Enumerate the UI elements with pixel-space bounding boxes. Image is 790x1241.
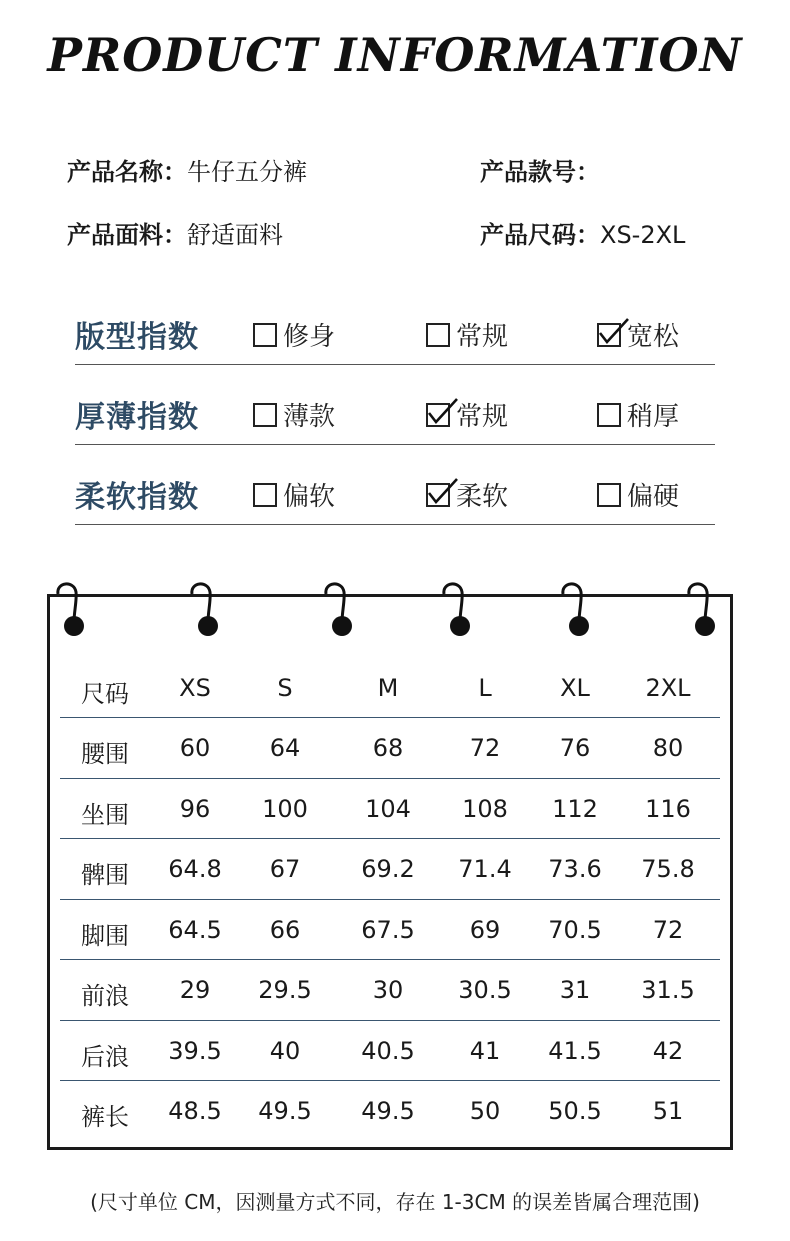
checkbox-icon[interactable] (253, 483, 277, 507)
table-cell: 100 (262, 794, 308, 823)
table-cell: 60 (179, 734, 211, 762)
table-cell: 66 (269, 915, 301, 944)
product-fabric-label: 产品面料： (67, 221, 187, 249)
table-cell: 108 (462, 794, 508, 823)
table-cell: 49.5 (258, 1097, 312, 1125)
table-cell: 116 (645, 794, 691, 823)
table-cell: 29.5 (258, 976, 312, 1004)
table-cell: 75.8 (641, 855, 695, 883)
product-size-value: XS-2XL (600, 221, 686, 249)
table-cell: 67 (269, 855, 301, 883)
checkbox-icon[interactable] (597, 403, 621, 427)
table-cell: 76 (559, 734, 591, 762)
table-cell: 39.5 (168, 1036, 222, 1065)
index-option[interactable] (426, 396, 508, 433)
table-cell: 80 (652, 734, 684, 762)
measurement-note: (尺寸单位 CM，因测量方式不同，存在 1-3CM 的误差皆属合理范围) (90, 1190, 700, 1214)
table-row-divider (60, 899, 720, 900)
table-cell: 96 (179, 794, 211, 823)
index-option-label: 薄款 (283, 402, 336, 432)
table-cell: 30 (372, 976, 404, 1004)
table-cell: 42 (652, 1036, 684, 1065)
table-header-cell: L (478, 674, 492, 702)
index-option-label: 偏软 (283, 482, 336, 512)
table-header-cell: XS (179, 674, 211, 702)
checkbox-icon[interactable] (597, 483, 621, 507)
table-row-divider (60, 959, 720, 960)
table-cell: 73.6 (548, 855, 602, 883)
binder-ring-icon (186, 578, 226, 646)
table-row-divider (60, 1080, 720, 1081)
index-option-label: 偏硬 (627, 482, 680, 512)
table-cell: 48.5 (168, 1097, 222, 1125)
table-cell: 40 (269, 1036, 301, 1065)
binder-ring-icon (320, 578, 360, 646)
table-cell: 50 (469, 1097, 501, 1125)
table-cell: 64 (269, 734, 301, 762)
table-header-cell: 尺码 (81, 680, 129, 708)
table-cell: 72 (469, 734, 501, 762)
index-option[interactable] (426, 476, 508, 513)
index-option-label: 常规 (456, 322, 509, 352)
table-cell: 71.4 (458, 855, 512, 883)
index-option[interactable] (597, 476, 679, 513)
table-cell: 70.5 (548, 915, 602, 944)
product-style (480, 152, 600, 187)
table-row-divider (60, 838, 720, 839)
index-option-label: 常规 (456, 402, 509, 432)
checkbox-icon[interactable] (253, 323, 277, 347)
checkbox-icon[interactable] (253, 403, 277, 427)
index-label: 版型指数 (75, 320, 199, 355)
table-cell: 64.5 (168, 915, 222, 944)
table-cell: 69 (469, 915, 501, 944)
table-row-label: 后浪 (81, 1042, 129, 1071)
table-cell: 41 (469, 1036, 501, 1065)
table-cell: 29 (179, 976, 211, 1004)
index-option[interactable] (426, 316, 508, 353)
index-option[interactable] (597, 316, 679, 353)
checked-box-icon[interactable] (426, 403, 450, 427)
table-cell: 40.5 (361, 1036, 415, 1065)
table-header-cell: XL (560, 674, 590, 702)
table-row-label: 脚围 (81, 921, 129, 950)
binder-ring-icon (557, 578, 597, 646)
index-option-label: 宽松 (627, 322, 680, 352)
binder-ring-icon (52, 578, 92, 646)
divider (75, 364, 715, 365)
product-name-value: 牛仔五分裤 (187, 158, 307, 186)
table-cell: 41.5 (548, 1036, 602, 1065)
table-row-divider (60, 1020, 720, 1021)
table-cell: 112 (552, 794, 598, 823)
product-size (480, 215, 685, 250)
product-name-label: 产品名称： (67, 158, 187, 186)
table-row-label: 坐围 (81, 800, 129, 829)
product-fabric (67, 215, 283, 250)
product-fabric-value: 舒适面料 (187, 221, 283, 249)
binder-ring-icon (438, 578, 478, 646)
table-cell: 72 (652, 915, 684, 944)
table-cell: 49.5 (361, 1097, 415, 1125)
index-option-label: 柔软 (456, 482, 509, 512)
index-label: 柔软指数 (75, 480, 199, 515)
table-cell: 50.5 (548, 1097, 602, 1125)
table-header-cell: S (277, 674, 293, 702)
index-label: 厚薄指数 (75, 400, 199, 435)
table-row-label: 腰围 (81, 740, 129, 768)
table-cell: 104 (365, 794, 411, 823)
table-cell: 30.5 (458, 976, 512, 1004)
table-cell: 68 (372, 734, 404, 762)
divider (75, 524, 715, 525)
table-cell: 31.5 (641, 976, 695, 1004)
product-size-label: 产品尺码： (480, 221, 600, 249)
table-header-cell: M (377, 674, 399, 702)
checked-box-icon[interactable] (426, 483, 450, 507)
table-row-divider (60, 778, 720, 779)
index-option[interactable] (597, 396, 679, 433)
table-cell: 64.8 (168, 855, 222, 883)
table-cell: 67.5 (361, 915, 415, 944)
table-row-label: 裤长 (81, 1103, 129, 1131)
product-name (67, 152, 307, 187)
table-cell: 51 (652, 1097, 684, 1125)
table-row-label: 髀围 (81, 861, 129, 889)
table-header-cell: 2XL (645, 674, 691, 702)
table-cell: 31 (559, 976, 591, 1004)
index-option[interactable] (253, 396, 335, 433)
index-option-label: 修身 (283, 322, 336, 352)
divider (75, 444, 715, 445)
checked-box-icon[interactable] (597, 323, 621, 347)
product-style-label: 产品款号： (480, 158, 600, 186)
binder-ring-icon (683, 578, 723, 646)
page-title: PRODUCT INFORMATION (47, 28, 743, 82)
index-option-label: 稍厚 (627, 402, 680, 432)
index-option[interactable] (253, 476, 335, 513)
checkbox-icon[interactable] (426, 323, 450, 347)
index-option[interactable] (253, 316, 335, 353)
table-cell: 69.2 (361, 855, 415, 883)
table-row-divider (60, 717, 720, 718)
table-row-label: 前浪 (81, 982, 129, 1010)
